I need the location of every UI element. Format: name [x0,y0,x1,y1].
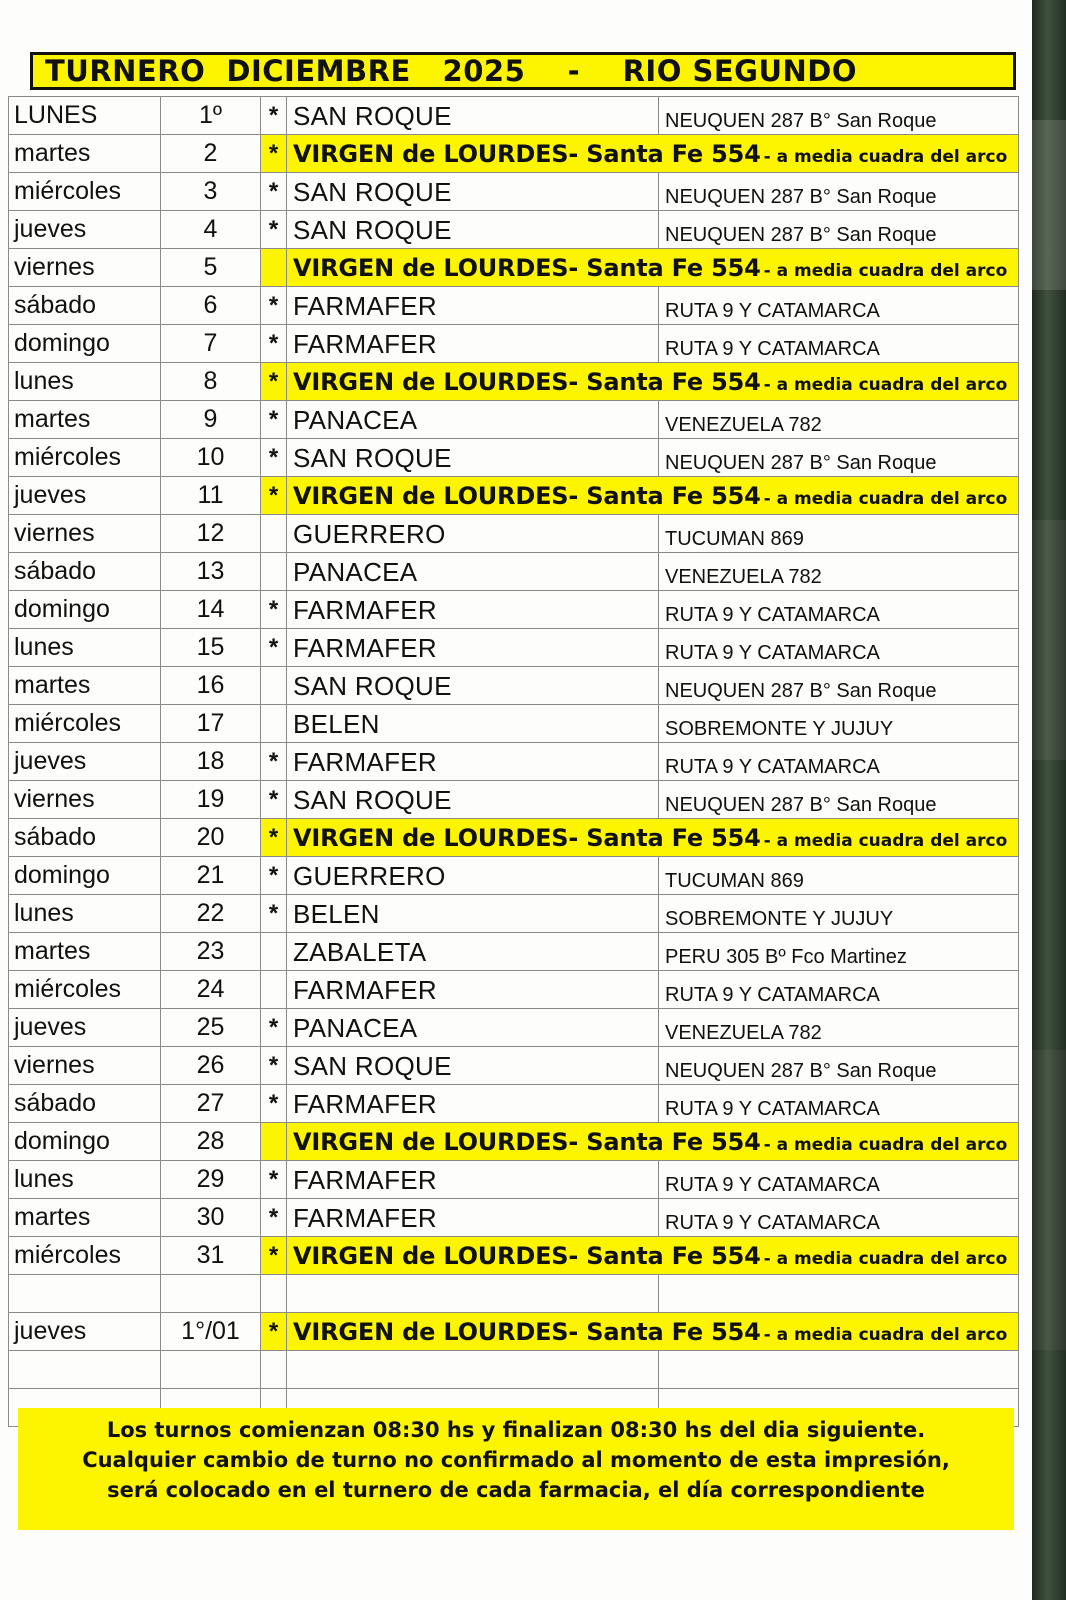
table-row [9,819,1019,857]
row-pharmacy-highlighted [287,477,1019,515]
row-pharmacy-name: BELEN [293,708,380,739]
row-day: miércoles [14,1241,121,1269]
row-day: miércoles [14,975,121,1003]
row-pharmacy-name: VIRGEN de LOURDES- Santa Fe 554 [293,1127,761,1156]
note-line-3: será colocado en el turnero de cada farmacia, el día correspondiente [107,1477,925,1502]
table-row [9,857,1019,895]
row-pharmacy-address: VENEZUELA 782 [665,413,822,436]
table-row [9,401,1019,439]
row-day: sábado [14,291,97,319]
row-date: 4 [203,215,218,243]
row-day: lunes [14,367,74,395]
row-pharmacy-name: GUERRERO [293,860,446,891]
row-star-marker: * [268,1241,279,1269]
table-row [9,971,1019,1009]
schedule-body [9,97,1019,1427]
row-day: sábado [14,823,97,851]
row-star-marker: * [268,291,279,319]
row-pharmacy-address: RUTA 9 Y CATAMARCA [665,337,880,360]
row-pharmacy-name: FARMAFER [293,328,437,359]
table-row [9,1123,1019,1161]
row-pharmacy-address: - a media cuadra del arco [763,374,1008,395]
row-day: jueves [14,215,87,243]
row-date: 24 [196,975,225,1003]
row-pharmacy-address: RUTA 9 Y CATAMARCA [665,1211,880,1234]
row-pharmacy-name: FARMAFER [293,1202,437,1233]
row-pharmacy-highlighted [287,1237,1019,1275]
row-pharmacy-name: PANACEA [293,556,418,587]
row-pharmacy-address: SOBREMONTE Y JUJUY [665,907,894,930]
table-row [9,1009,1019,1047]
row-pharmacy-address: VENEZUELA 782 [665,565,822,588]
row-date: 30 [196,1203,225,1231]
row-star-marker: * [268,899,279,927]
row-date: 1°/01 [181,1317,240,1345]
row-day: martes [14,1203,91,1231]
row-day: lunes [14,899,74,927]
row-star-marker: * [268,1317,279,1345]
row-pharmacy-address: NEUQUEN 287 B° San Roque [665,223,937,246]
row-day: domingo [14,1127,110,1155]
row-pharmacy-address: - a media cuadra del arco [763,1248,1008,1269]
row-star-marker: * [268,481,279,509]
row-date: 12 [196,519,225,547]
row-pharmacy-highlighted [287,249,1019,287]
row-pharmacy-highlighted [287,1123,1019,1161]
row-star-marker: * [268,405,279,433]
table-row [9,1275,1019,1313]
row-star-marker: * [268,1013,279,1041]
row-pharmacy-address: RUTA 9 Y CATAMARCA [665,983,880,1006]
row-pharmacy-name: FARMAFER [293,746,437,777]
row-pharmacy-address: NEUQUEN 287 B° San Roque [665,1059,937,1082]
row-pharmacy-name: VIRGEN de LOURDES- Santa Fe 554 [293,481,761,510]
row-pharmacy-name: FARMAFER [293,290,437,321]
row-date: 10 [196,443,225,471]
table-row [9,781,1019,819]
row-pharmacy-address: - a media cuadra del arco [763,1134,1008,1155]
row-day: viernes [14,1051,95,1079]
row-pharmacy-name: SAN ROQUE [293,1050,452,1081]
row-day: viernes [14,785,95,813]
row-pharmacy-address: NEUQUEN 287 B° San Roque [665,109,937,132]
row-pharmacy-address: TUCUMAN 869 [665,527,804,550]
row-star-marker: * [268,747,279,775]
row-pharmacy-address: RUTA 9 Y CATAMARCA [665,603,880,626]
table-row [9,325,1019,363]
row-day: martes [14,405,91,433]
table-row [9,705,1019,743]
row-pharmacy-highlighted [287,819,1019,857]
row-star-marker: * [268,443,279,471]
row-day: jueves [14,747,87,775]
photo-background-edge [1032,0,1066,1600]
row-star-marker: * [268,177,279,205]
row-date: 28 [196,1127,225,1155]
row-date: 23 [196,937,225,965]
row-pharmacy-address: - a media cuadra del arco [763,1324,1008,1345]
table-row [9,1085,1019,1123]
row-date: 2 [203,139,218,167]
row-pharmacy-address: VENEZUELA 782 [665,1021,822,1044]
row-pharmacy-name: ZABALETA [293,936,427,967]
row-pharmacy-address: RUTA 9 Y CATAMARCA [665,755,880,778]
row-day: martes [14,139,91,167]
row-pharmacy-name: VIRGEN de LOURDES- Santa Fe 554 [293,1317,761,1346]
row-day: miércoles [14,443,121,471]
table-row [9,363,1019,401]
table-row [9,1199,1019,1237]
row-pharmacy-address: NEUQUEN 287 B° San Roque [665,679,937,702]
row-date: 20 [196,823,225,851]
row-pharmacy-name: SAN ROQUE [293,176,452,207]
table-row [9,629,1019,667]
row-day: LUNES [14,101,98,129]
row-star-marker: * [268,367,279,395]
row-pharmacy-address: NEUQUEN 287 B° San Roque [665,185,937,208]
row-day: sábado [14,1089,97,1117]
row-date: 3 [203,177,218,205]
row-date: 25 [196,1013,225,1041]
row-star-marker: * [268,1203,279,1231]
row-pharmacy-name: VIRGEN de LOURDES- Santa Fe 554 [293,823,761,852]
row-day: jueves [14,1317,87,1345]
table-row [9,287,1019,325]
table-row [9,553,1019,591]
row-date: 14 [196,595,225,623]
row-day: sábado [14,557,97,585]
row-pharmacy-name: FARMAFER [293,1088,437,1119]
row-star-marker: * [268,329,279,357]
row-star-marker: * [268,215,279,243]
title-banner [30,52,1016,90]
table-row [9,173,1019,211]
table-row [9,477,1019,515]
row-date: 27 [196,1089,225,1117]
table-row [9,439,1019,477]
table-row [9,667,1019,705]
row-pharmacy-highlighted [287,363,1019,401]
row-date: 29 [196,1165,225,1193]
table-row [9,743,1019,781]
row-star-marker: * [268,823,279,851]
row-day: jueves [14,1013,87,1041]
row-day: domingo [14,595,110,623]
row-date: 16 [196,671,225,699]
row-pharmacy-name: FARMAFER [293,632,437,663]
row-pharmacy-name: SAN ROQUE [293,214,452,245]
row-date: 18 [196,747,225,775]
row-pharmacy-name: VIRGEN de LOURDES- Santa Fe 554 [293,253,761,282]
row-pharmacy-address: PERU 305 Bº Fco Martinez [665,945,907,968]
row-pharmacy-address: RUTA 9 Y CATAMARCA [665,641,880,664]
row-pharmacy-address: NEUQUEN 287 B° San Roque [665,793,937,816]
row-day: domingo [14,861,110,889]
table-row [9,933,1019,971]
row-pharmacy-name: VIRGEN de LOURDES- Santa Fe 554 [293,1241,761,1270]
row-pharmacy-address: - a media cuadra del arco [763,146,1008,167]
row-pharmacy-name: SAN ROQUE [293,442,452,473]
row-date: 11 [197,481,224,509]
row-date: 19 [196,785,225,813]
row-date: 15 [196,633,225,661]
row-pharmacy-name: SAN ROQUE [293,100,452,131]
row-star-marker: * [268,633,279,661]
row-day: domingo [14,329,110,357]
note-line-1: Los turnos comienzan 08:30 hs y finalizan 08:30 hs del dia siguiente. [106,1418,926,1442]
row-pharmacy-address: RUTA 9 Y CATAMARCA [665,299,880,322]
row-star-marker: * [268,1165,279,1193]
row-date: 8 [203,367,218,395]
footer-note [18,1408,1014,1530]
row-date: 31 [196,1241,225,1269]
page-title: TURNERO DICIEMBRE 2025 - RIO SEGUNDO [45,54,857,88]
table-row [9,249,1019,287]
row-day: martes [14,671,91,699]
table-row [9,211,1019,249]
row-date: 26 [196,1051,225,1079]
row-pharmacy-address: NEUQUEN 287 B° San Roque [665,451,937,474]
table-row [9,97,1019,135]
row-day: martes [14,937,91,965]
table-row [9,515,1019,553]
shift-schedule-table [8,96,1019,1427]
row-pharmacy-address: SOBREMONTE Y JUJUY [665,717,894,740]
table-row [9,1047,1019,1085]
row-day: viernes [14,253,95,281]
row-day: lunes [14,633,74,661]
row-star-marker: * [268,101,279,129]
row-star-marker: * [268,785,279,813]
row-pharmacy-name: VIRGEN de LOURDES- Santa Fe 554 [293,367,761,396]
note-line-2: Cualquier cambio de turno no confirmado al momento de esta impresión, [82,1447,950,1472]
row-pharmacy-name: BELEN [293,898,380,929]
row-date: 6 [203,291,218,319]
row-pharmacy-name: PANACEA [293,404,418,435]
row-day: jueves [14,481,87,509]
row-star-marker: * [268,139,279,167]
table-row [9,1161,1019,1199]
row-star-marker: * [268,595,279,623]
row-date: 7 [203,329,218,357]
row-pharmacy-name: SAN ROQUE [293,784,452,815]
row-pharmacy-name: FARMAFER [293,1164,437,1195]
row-pharmacy-address: - a media cuadra del arco [763,488,1008,509]
row-pharmacy-highlighted [287,1313,1019,1351]
row-star-marker: * [268,1089,279,1117]
row-pharmacy-address: TUCUMAN 869 [665,869,804,892]
row-day: miércoles [14,709,121,737]
row-date: 22 [196,899,225,927]
table-row [9,1237,1019,1275]
row-pharmacy-name: PANACEA [293,1012,418,1043]
row-date: 1º [198,101,223,129]
row-day: miércoles [14,177,121,205]
table-row [9,135,1019,173]
table-row [9,1313,1019,1351]
row-pharmacy-highlighted [287,135,1019,173]
row-pharmacy-name: VIRGEN de LOURDES- Santa Fe 554 [293,139,761,168]
row-day: lunes [14,1165,74,1193]
table-row [9,591,1019,629]
row-pharmacy-name: FARMAFER [293,974,437,1005]
table-row [9,895,1019,933]
row-pharmacy-address: - a media cuadra del arco [763,830,1008,851]
table-row [9,1351,1019,1389]
row-pharmacy-address: RUTA 9 Y CATAMARCA [665,1097,880,1120]
row-date: 21 [196,861,225,889]
row-pharmacy-name: FARMAFER [293,594,437,625]
row-pharmacy-address: - a media cuadra del arco [763,260,1008,281]
row-date: 5 [203,253,218,281]
row-date: 17 [196,709,225,737]
row-star-marker: * [268,861,279,889]
row-date: 9 [203,405,218,433]
row-pharmacy-name: GUERRERO [293,518,446,549]
row-pharmacy-address: RUTA 9 Y CATAMARCA [665,1173,880,1196]
row-pharmacy-name: SAN ROQUE [293,670,452,701]
row-star-marker: * [268,1051,279,1079]
row-date: 13 [196,557,225,585]
row-day: viernes [14,519,95,547]
